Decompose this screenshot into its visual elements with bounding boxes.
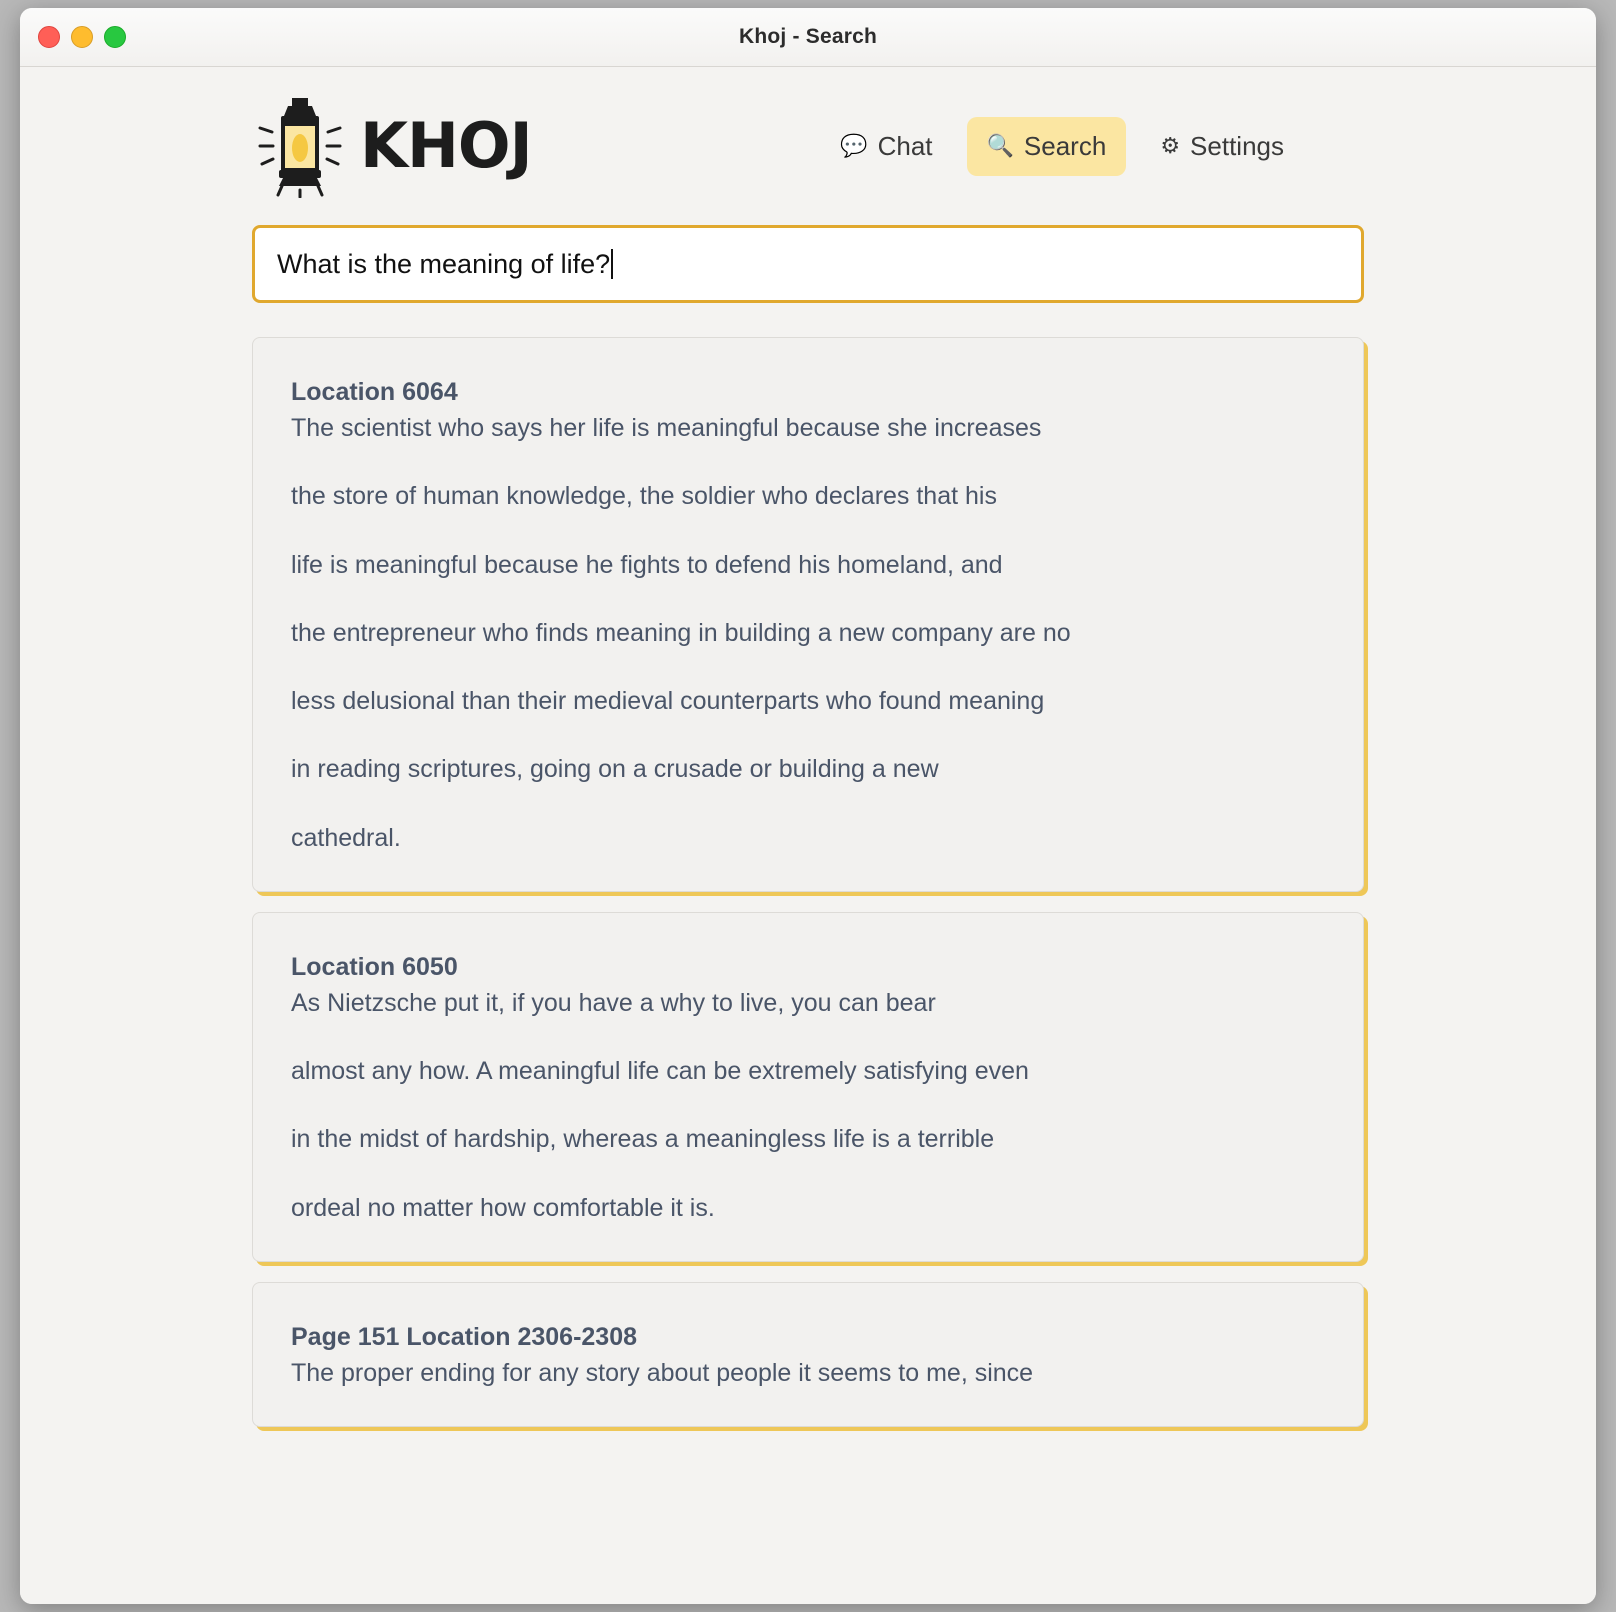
result-card[interactable]: [252, 337, 1364, 892]
window-controls: [38, 8, 126, 66]
nav-item-search-label: Search: [1023, 130, 1107, 161]
result-line: less delusional than their medieval counterparts who found meaning: [291, 687, 1045, 715]
result-card[interactable]: [252, 1282, 1364, 1427]
chat-bubble-icon: 💬: [840, 133, 868, 158]
minimize-window-button[interactable]: [71, 26, 93, 48]
search-input[interactable]: [252, 225, 1364, 303]
window-content: [20, 67, 1596, 1604]
result-line: The scientist who says her life is meaningful because she increases: [291, 414, 1042, 442]
text-caret: [611, 249, 613, 279]
brand-wordmark: KHOJ: [360, 109, 532, 182]
window-title: Khoj - Search: [739, 25, 877, 48]
nav-item-settings-label: Settings: [1190, 130, 1284, 161]
result-line: cathedral.: [291, 823, 401, 852]
search-input-value: What is the meaning of life?: [277, 248, 611, 279]
result-line: life is meaningful because he fights to defend his homeland, and: [291, 550, 1003, 579]
maximize-window-button[interactable]: [104, 26, 126, 48]
search-section: [20, 197, 1596, 303]
magnifier-icon: 🔍: [986, 133, 1014, 158]
nav-item-settings[interactable]: [1140, 117, 1304, 176]
nav-item-chat-label: Chat: [877, 130, 933, 161]
result-line: in the midst of hardship, whereas a meaningless life is a terrible: [291, 1125, 995, 1154]
result-title: Location 6064: [291, 378, 458, 406]
app-window: [20, 8, 1596, 1604]
brand-logo: [252, 94, 532, 198]
window-titlebar: [20, 8, 1596, 67]
result-line: The proper ending for any story about people it seems to me, since: [291, 1358, 1034, 1387]
result-line: the store of human knowledge, the soldier who declares that his: [291, 482, 997, 511]
result-line: ordeal no matter how comfortable it is.: [291, 1193, 715, 1222]
gear-icon: ⚙: [1160, 133, 1181, 158]
search-results: [20, 303, 1596, 1600]
result-line: As Nietzsche put it, if you have a why to live, you can bear: [291, 988, 936, 1017]
result-title: Page 151 Location 2306-2308: [291, 1322, 638, 1351]
result-line: almost any how. A meaningful life can be extremely satisfying even: [291, 1057, 1029, 1085]
result-line: the entrepreneur who finds meaning in building a new company are no: [291, 618, 1071, 647]
nav-item-search[interactable]: [967, 117, 1127, 176]
result-title: Location 6050: [291, 952, 458, 981]
app-header: [20, 67, 1596, 197]
main-nav: [820, 117, 1536, 176]
lantern-icon: [252, 94, 348, 198]
close-window-button[interactable]: [38, 26, 60, 48]
nav-item-chat[interactable]: [820, 117, 952, 176]
result-card[interactable]: [252, 912, 1364, 1262]
result-line: in reading scriptures, going on a crusade or building a new: [291, 755, 939, 784]
